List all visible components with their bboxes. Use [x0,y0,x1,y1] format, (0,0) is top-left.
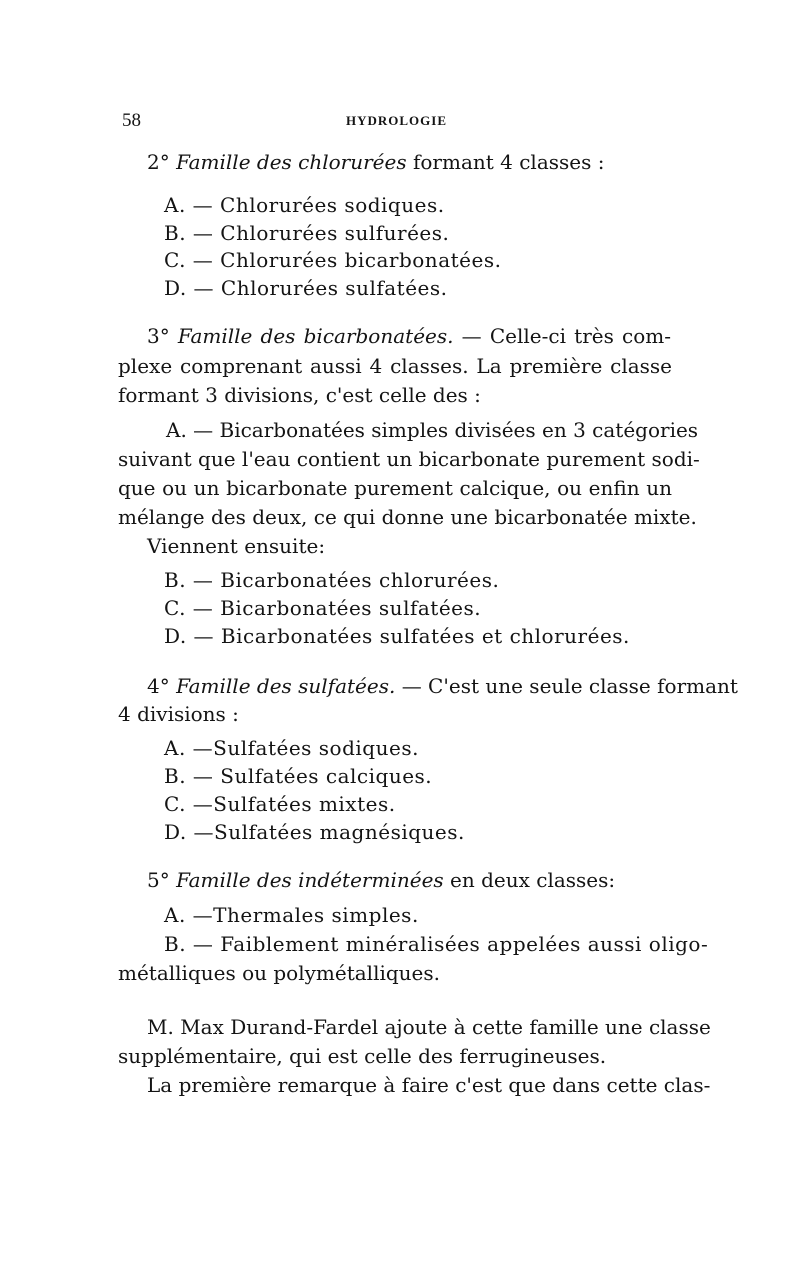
closing-line3: La première remarque à faire c'est que dans cette clas- [147,1073,711,1097]
section5-item-b-cont: métalliques ou polymétalliques. [118,961,441,985]
section4-suffix: — C'est une seule classe formant [401,674,738,698]
section4-item-b: B. — Sulfatées calciques. [164,764,433,788]
section3-prefix: 3° [147,324,170,348]
section3-line3: formant 3 divisions, c'est celle des : [118,383,481,407]
running-title: HYDROLOGIE [346,113,448,128]
page-header [122,110,672,134]
section5-heading [147,868,615,892]
section3-family: Famille des bicarbonatées. [177,324,454,348]
closing-line2: supplémentaire, qui est celle des ferrugineuses. [118,1044,607,1068]
section5-item-b: B. — Faiblement minéralisées appelées aussi oligo- [164,932,709,956]
section2-prefix: 2° [147,150,170,174]
section4-family: Famille des sulfatées. [176,674,396,698]
section3-item-d: D. — Bicarbonatées sulfatées et chlorurées. [164,624,630,648]
page-number: 58 [122,110,141,131]
section3-para-a-line2: suivant que l'eau contient un bicarbonate purement sodi- [118,447,700,471]
section2-item-c: C. — Chlorurées bicarbonatées. [164,248,502,272]
section4-prefix: 4° [147,674,170,698]
section3-heading [147,324,671,348]
section5-family: Famille des indéterminées [176,868,444,892]
section2-heading [147,150,604,174]
section4-item-c: C. —Sulfatées mixtes. [164,792,396,816]
section5-prefix: 5° [147,868,170,892]
section3-para-a-line3: que ou un bicarbonate purement calcique, ou enfin un [118,476,672,500]
section2-item-d: D. — Chlorurées sulfatées. [164,276,448,300]
section3-item-b: B. — Bicarbonatées chlorurées. [164,568,500,592]
section3-line2: plexe comprenant aussi 4 classes. La première classe [118,354,672,378]
section3-para-a-line1: A. — Bicarbonatées simples divisées en 3 catégories [166,418,699,442]
closing-line1: M. Max Durand-Fardel ajoute à cette famille une classe [147,1015,711,1039]
section4-item-d: D. —Sulfatées magnésiques. [164,820,465,844]
section4-item-a: A. —Sulfatées sodiques. [164,736,419,760]
section5-suffix: en deux classes: [450,868,616,892]
section3-para-a-line4: mélange des deux, ce qui donne une bicarbonatée mixte. [118,505,697,529]
section2-family: Famille des chlorurées [176,150,407,174]
section4-line2: 4 divisions : [118,702,239,726]
section2-suffix: formant 4 classes : [412,150,605,174]
section3-then: Viennent ensuite: [147,534,326,558]
section5-item-a: A. —Thermales simples. [164,903,419,927]
section2-item-a: A. — Chlorurées sodiques. [164,193,445,217]
section3-line1: — Celle-ci très com- [461,324,672,348]
section4-heading [147,674,738,698]
section2-item-b: B. — Chlorurées sulfurées. [164,221,450,245]
section3-item-c: C. — Bicarbonatées sulfatées. [164,596,482,620]
